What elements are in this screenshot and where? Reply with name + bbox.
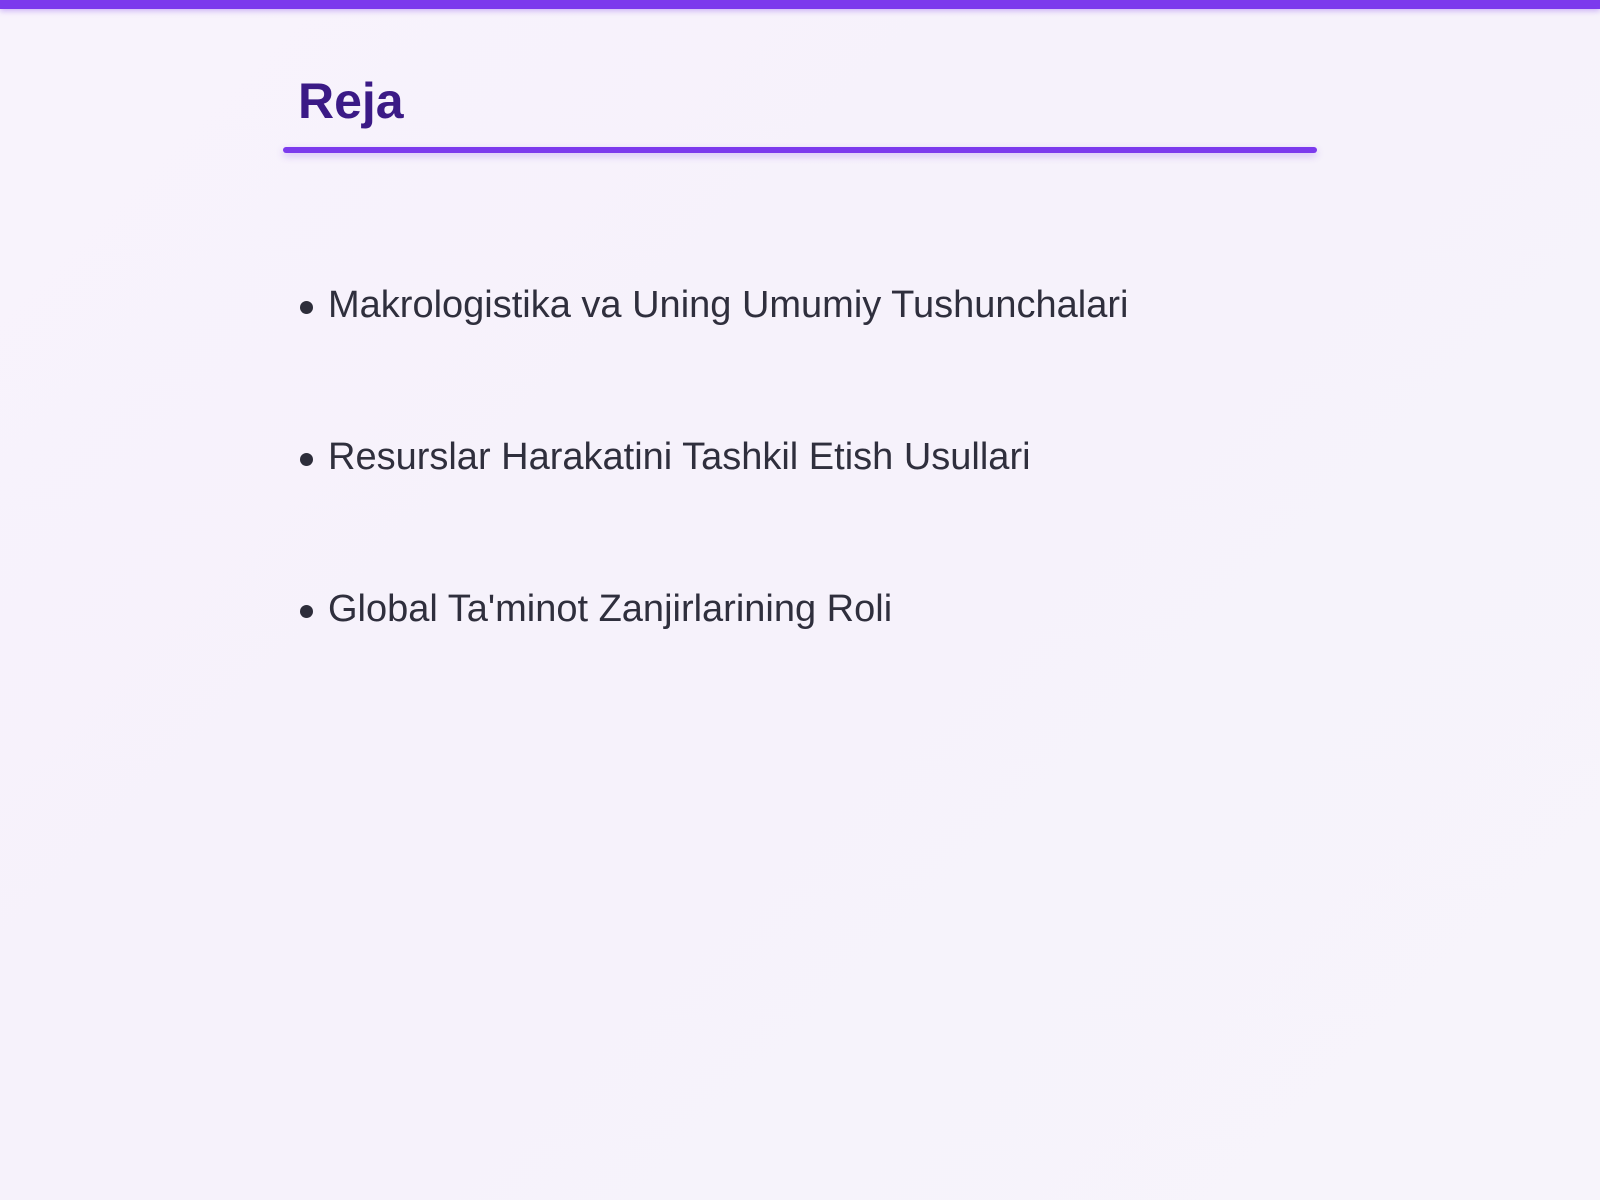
bullet-icon	[300, 301, 313, 314]
agenda-item-label: Makrologistika va Uning Umumiy Tushunchalari	[328, 284, 1129, 326]
title-underline	[283, 147, 1317, 153]
bullet-icon	[300, 605, 313, 618]
slide-title: Reja	[298, 73, 404, 129]
bullet-icon	[300, 453, 313, 466]
slide	[283, 0, 1317, 1200]
agenda-item-label: Resurslar Harakatini Tashkil Etish Usullari	[328, 436, 1031, 478]
agenda-item-label: Global Ta'minot Zanjirlarining Roli	[328, 588, 893, 630]
